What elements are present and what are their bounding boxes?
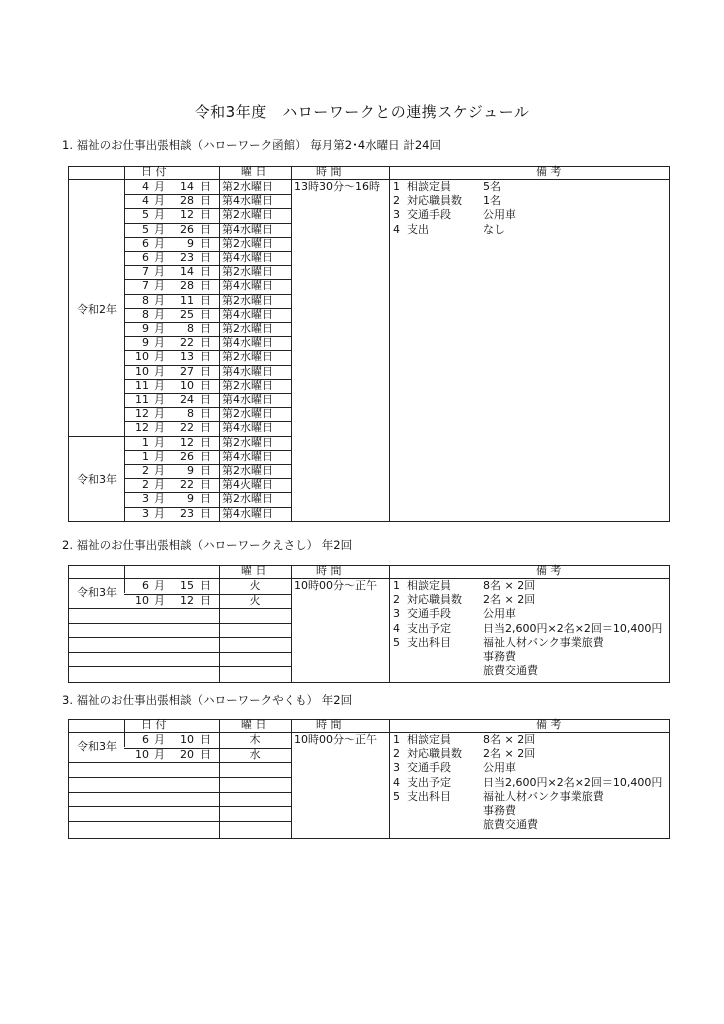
day-cell: 12: [180, 435, 194, 449]
month-label: 月: [154, 421, 165, 435]
note-number: 3: [393, 761, 400, 775]
blank-row-divider: [69, 608, 291, 609]
note-value: 福祉人材バンク事業旅費: [483, 789, 604, 803]
note-value: 公用車: [483, 607, 516, 621]
note-label: 相談定員: [407, 733, 451, 746]
day-label: 日: [200, 279, 211, 293]
day-label: 日: [200, 421, 211, 435]
note-line: [393, 733, 662, 747]
note-line: [393, 650, 662, 664]
note-line: [393, 593, 662, 607]
note-label: 支出予定: [407, 775, 451, 789]
blank-row-divider: [69, 652, 291, 653]
note-line: [393, 607, 662, 621]
month-cell: 4: [142, 180, 149, 193]
column-divider: [389, 566, 390, 682]
month-cell: 2: [142, 464, 149, 477]
page-title: 令和3年度 ハローワークとの連携スケジュール: [194, 103, 530, 121]
weekday-cell: 第4水曜日: [222, 336, 273, 350]
month-label: 月: [154, 464, 165, 477]
note-value: 1名: [483, 194, 501, 208]
era-label: 令和3年: [77, 740, 117, 753]
day-cell: 14: [180, 180, 194, 193]
month-label: 月: [154, 435, 165, 449]
note-label: 交通手段: [407, 761, 451, 775]
month-cell: 9: [142, 322, 149, 335]
day-label: 日: [200, 180, 211, 193]
month-cell: 7: [142, 265, 149, 279]
month-cell: 8: [142, 293, 149, 307]
schedule-table-2: [68, 565, 670, 683]
month-label: 月: [154, 506, 165, 520]
day-cell: 8: [187, 407, 194, 421]
day-label: 日: [200, 492, 211, 506]
month-label: 月: [154, 350, 165, 364]
day-cell: 26: [180, 449, 194, 463]
weekday-cell: 水: [249, 747, 261, 761]
section-3-heading: 3. 福祉のお仕事出張相談（ハローワークやくも） 年2回: [62, 693, 353, 707]
month-label: 月: [154, 579, 165, 592]
header-weekday: 曜 日: [241, 564, 267, 577]
blank-row-divider: [69, 666, 291, 667]
day-label: 日: [200, 435, 211, 449]
note-line: [393, 747, 662, 761]
blank-row-divider: [69, 637, 291, 638]
month-label: 月: [154, 307, 165, 321]
month-cell: 5: [142, 208, 149, 222]
month-cell: 4: [142, 194, 149, 208]
day-cell: 28: [180, 194, 194, 208]
month-label: 月: [154, 279, 165, 293]
month-cell: 3: [142, 506, 149, 520]
month-cell: 6: [142, 733, 149, 746]
header-time: 時 間: [316, 564, 342, 577]
day-cell: 22: [180, 336, 194, 350]
weekday-cell: 第4水曜日: [222, 364, 273, 378]
month-label: 月: [154, 222, 165, 236]
day-label: 日: [200, 478, 211, 492]
blank-row-divider: [69, 806, 291, 807]
day-label: 日: [200, 350, 211, 364]
day-cell: 10: [180, 378, 194, 392]
month-label: 月: [154, 364, 165, 378]
day-cell: 9: [187, 236, 194, 250]
blank-row-divider: [69, 623, 291, 624]
table-header: [69, 720, 669, 733]
weekday-cell: 第2水曜日: [222, 492, 273, 506]
blank-row-divider: [69, 792, 291, 793]
month-cell: 12: [135, 407, 149, 421]
note-value: 日当2,600円×2名×2回＝10,400円: [483, 621, 663, 635]
note-label: 支出: [407, 222, 429, 236]
weekday-cell: 第2水曜日: [222, 435, 273, 449]
month-label: 月: [154, 593, 165, 607]
weekday-cell: 第2水曜日: [222, 350, 273, 364]
month-label: 月: [154, 236, 165, 250]
weekday-cell: 第4水曜日: [222, 393, 273, 406]
column-divider: [219, 167, 220, 521]
day-label: 日: [200, 222, 211, 236]
note-value: 公用車: [483, 761, 516, 775]
month-cell: 11: [135, 378, 149, 392]
weekday-cell: 第4水曜日: [222, 279, 273, 293]
day-label: 日: [200, 251, 211, 264]
weekday-cell: 第2水曜日: [222, 236, 273, 250]
header-date: 日 付: [141, 165, 167, 178]
month-label: 月: [154, 322, 165, 335]
note-number: 3: [393, 607, 400, 621]
notes-block: [393, 180, 516, 237]
weekday-cell: 第2水曜日: [222, 208, 273, 222]
column-divider: [291, 566, 292, 682]
notes-block: [393, 733, 662, 832]
month-cell: 12: [135, 421, 149, 435]
weekday-cell: 第4火曜日: [222, 478, 273, 492]
day-cell: 13: [180, 350, 194, 364]
day-label: 日: [200, 322, 211, 335]
month-cell: 10: [135, 364, 149, 378]
day-label: 日: [200, 393, 211, 406]
note-label: 支出予定: [407, 621, 451, 635]
month-label: 月: [154, 492, 165, 506]
note-value: 旅費交通費: [483, 664, 538, 678]
weekday-cell: 火: [249, 593, 261, 607]
day-label: 日: [200, 506, 211, 520]
note-line: [393, 223, 516, 237]
month-label: 月: [154, 449, 165, 463]
month-label: 月: [154, 251, 165, 264]
column-divider: [291, 167, 292, 521]
note-value: 福祉人材バンク事業旅費: [483, 635, 604, 649]
weekday-cell: 第2水曜日: [222, 464, 273, 477]
weekday-cell: 第4水曜日: [222, 421, 273, 435]
note-value: 日当2,600円×2名×2回＝10,400円: [483, 775, 663, 789]
note-line: [393, 208, 516, 222]
weekday-cell: 第2水曜日: [222, 407, 273, 421]
column-divider: [389, 167, 390, 521]
weekday-cell: 第2水曜日: [222, 293, 273, 307]
day-label: 日: [200, 364, 211, 378]
note-number: 4: [393, 621, 400, 635]
month-label: 月: [154, 336, 165, 350]
note-number: 1: [393, 733, 400, 746]
notes-block: [393, 579, 662, 678]
note-line: [393, 636, 662, 650]
month-label: 月: [154, 407, 165, 421]
note-line: [393, 180, 516, 194]
era-label: 令和3年: [77, 586, 117, 599]
note-value: 2名 × 2回: [483, 747, 536, 761]
note-number: 4: [393, 775, 400, 789]
header-date: 日 付: [141, 718, 167, 731]
day-label: 日: [200, 236, 211, 250]
note-label: 対応職員数: [407, 194, 462, 208]
note-value: 2名 × 2回: [483, 593, 536, 607]
note-number: 2: [393, 194, 400, 208]
day-cell: 14: [180, 265, 194, 279]
day-label: 日: [200, 407, 211, 421]
schedule-table-3: [68, 719, 670, 839]
month-label: 月: [154, 180, 165, 193]
weekday-cell: 木: [249, 733, 261, 746]
header-notes: 備 考: [536, 564, 562, 577]
month-cell: 2: [142, 478, 149, 492]
note-line: [393, 818, 662, 832]
note-line: [393, 776, 662, 790]
note-number: 3: [393, 208, 400, 222]
time-cell: 10時00分～正午: [294, 579, 377, 592]
month-cell: 3: [142, 492, 149, 506]
era-label: 令和3年: [77, 473, 117, 487]
header-notes: 備 考: [536, 165, 562, 178]
weekday-cell: 第2水曜日: [222, 322, 273, 335]
day-label: 日: [200, 265, 211, 279]
day-label: 日: [200, 593, 211, 607]
day-cell: 12: [180, 208, 194, 222]
weekday-cell: 第2水曜日: [222, 180, 273, 193]
section-1-heading: 1. 福祉のお仕事出張相談（ハローワーク函館） 毎月第2･4水曜日 計24回: [62, 138, 441, 152]
month-label: 月: [154, 733, 165, 746]
note-number: 5: [393, 789, 400, 803]
header-weekday: 曜 日: [241, 718, 267, 731]
month-cell: 10: [135, 350, 149, 364]
month-label: 月: [154, 747, 165, 761]
blank-row-divider: [69, 762, 291, 763]
day-cell: 15: [180, 579, 194, 592]
note-line: [393, 579, 662, 593]
table-header: [69, 566, 669, 579]
month-label: 月: [154, 378, 165, 392]
header-weekday: 曜 日: [241, 165, 267, 178]
note-line: [393, 664, 662, 678]
month-label: 月: [154, 478, 165, 492]
note-value: なし: [483, 222, 505, 236]
month-cell: 7: [142, 279, 149, 293]
weekday-cell: 火: [249, 579, 261, 592]
month-cell: 6: [142, 251, 149, 264]
month-cell: 6: [142, 236, 149, 250]
note-label: 対応職員数: [407, 747, 462, 761]
time-cell: 10時00分～正午: [294, 733, 377, 746]
note-number: 1: [393, 180, 400, 193]
day-label: 日: [200, 747, 211, 761]
header-time: 時 間: [316, 718, 342, 731]
month-cell: 5: [142, 222, 149, 236]
day-label: 日: [200, 307, 211, 321]
day-cell: 22: [180, 478, 194, 492]
day-label: 日: [200, 449, 211, 463]
note-label: 対応職員数: [407, 593, 462, 607]
column-divider: [291, 720, 292, 838]
blank-row-divider: [69, 821, 291, 822]
column-divider: [389, 720, 390, 838]
month-cell: 10: [135, 593, 149, 607]
day-cell: 20: [180, 747, 194, 761]
schedule-table-1: [68, 166, 670, 522]
day-cell: 27: [180, 364, 194, 378]
column-divider: [124, 167, 125, 521]
era-divider: [69, 436, 124, 437]
note-label: 支出科目: [407, 635, 451, 649]
weekday-cell: 第4水曜日: [222, 222, 273, 236]
month-cell: 1: [142, 449, 149, 463]
note-number: 5: [393, 635, 400, 649]
day-label: 日: [200, 733, 211, 746]
day-label: 日: [200, 464, 211, 477]
note-value: 事務費: [483, 804, 516, 818]
day-cell: 10: [180, 733, 194, 746]
weekday-cell: 第4水曜日: [222, 506, 273, 520]
weekday-cell: 第4水曜日: [222, 251, 273, 264]
day-cell: 22: [180, 421, 194, 435]
month-cell: 10: [135, 747, 149, 761]
note-number: 2: [393, 593, 400, 607]
day-cell: 23: [180, 251, 194, 264]
note-value: 5名: [483, 180, 501, 193]
month-label: 月: [154, 293, 165, 307]
note-value: 旅費交通費: [483, 818, 538, 832]
weekday-cell: 第4水曜日: [222, 307, 273, 321]
month-label: 月: [154, 265, 165, 279]
note-label: 支出科目: [407, 789, 451, 803]
weekday-cell: 第2水曜日: [222, 265, 273, 279]
month-label: 月: [154, 194, 165, 208]
note-line: [393, 790, 662, 804]
month-cell: 6: [142, 579, 149, 592]
note-label: 相談定員: [407, 180, 451, 193]
era-label: 令和2年: [77, 302, 117, 316]
note-line: [393, 804, 662, 818]
day-label: 日: [200, 208, 211, 222]
month-cell: 9: [142, 336, 149, 350]
month-cell: 11: [135, 393, 149, 406]
header-notes: 備 考: [536, 718, 562, 731]
note-line: [393, 194, 516, 208]
day-cell: 28: [180, 279, 194, 293]
column-divider: [124, 720, 125, 747]
section-2-heading: 2. 福祉のお仕事出張相談（ハローワークえさし） 年2回: [62, 538, 353, 552]
month-label: 月: [154, 208, 165, 222]
day-cell: 11: [180, 293, 194, 307]
day-cell: 9: [187, 492, 194, 506]
month-cell: 1: [142, 435, 149, 449]
day-cell: 8: [187, 322, 194, 335]
day-label: 日: [200, 194, 211, 208]
day-label: 日: [200, 378, 211, 392]
note-line: [393, 622, 662, 636]
time-cell: 13時30分～16時: [294, 180, 380, 193]
note-value: 事務費: [483, 650, 516, 664]
weekday-cell: 第2水曜日: [222, 378, 273, 392]
month-cell: 8: [142, 307, 149, 321]
note-number: 1: [393, 579, 400, 592]
column-divider: [124, 566, 125, 593]
day-cell: 24: [180, 393, 194, 406]
note-value: 公用車: [483, 208, 516, 222]
day-cell: 9: [187, 464, 194, 477]
note-number: 2: [393, 747, 400, 761]
day-label: 日: [200, 579, 211, 592]
note-value: 8名 × 2回: [483, 579, 536, 592]
note-value: 8名 × 2回: [483, 733, 536, 746]
day-cell: 12: [180, 593, 194, 607]
header-time: 時 間: [316, 165, 342, 178]
day-cell: 26: [180, 222, 194, 236]
note-number: 4: [393, 222, 400, 236]
blank-row-divider: [69, 777, 291, 778]
note-label: 交通手段: [407, 208, 451, 222]
note-line: [393, 761, 662, 775]
day-cell: 25: [180, 307, 194, 321]
table-header: [69, 167, 669, 180]
weekday-cell: 第4水曜日: [222, 449, 273, 463]
day-label: 日: [200, 293, 211, 307]
day-label: 日: [200, 336, 211, 350]
day-cell: 23: [180, 506, 194, 520]
note-label: 交通手段: [407, 607, 451, 621]
weekday-cell: 第4水曜日: [222, 194, 273, 208]
month-label: 月: [154, 393, 165, 406]
note-label: 相談定員: [407, 579, 451, 592]
